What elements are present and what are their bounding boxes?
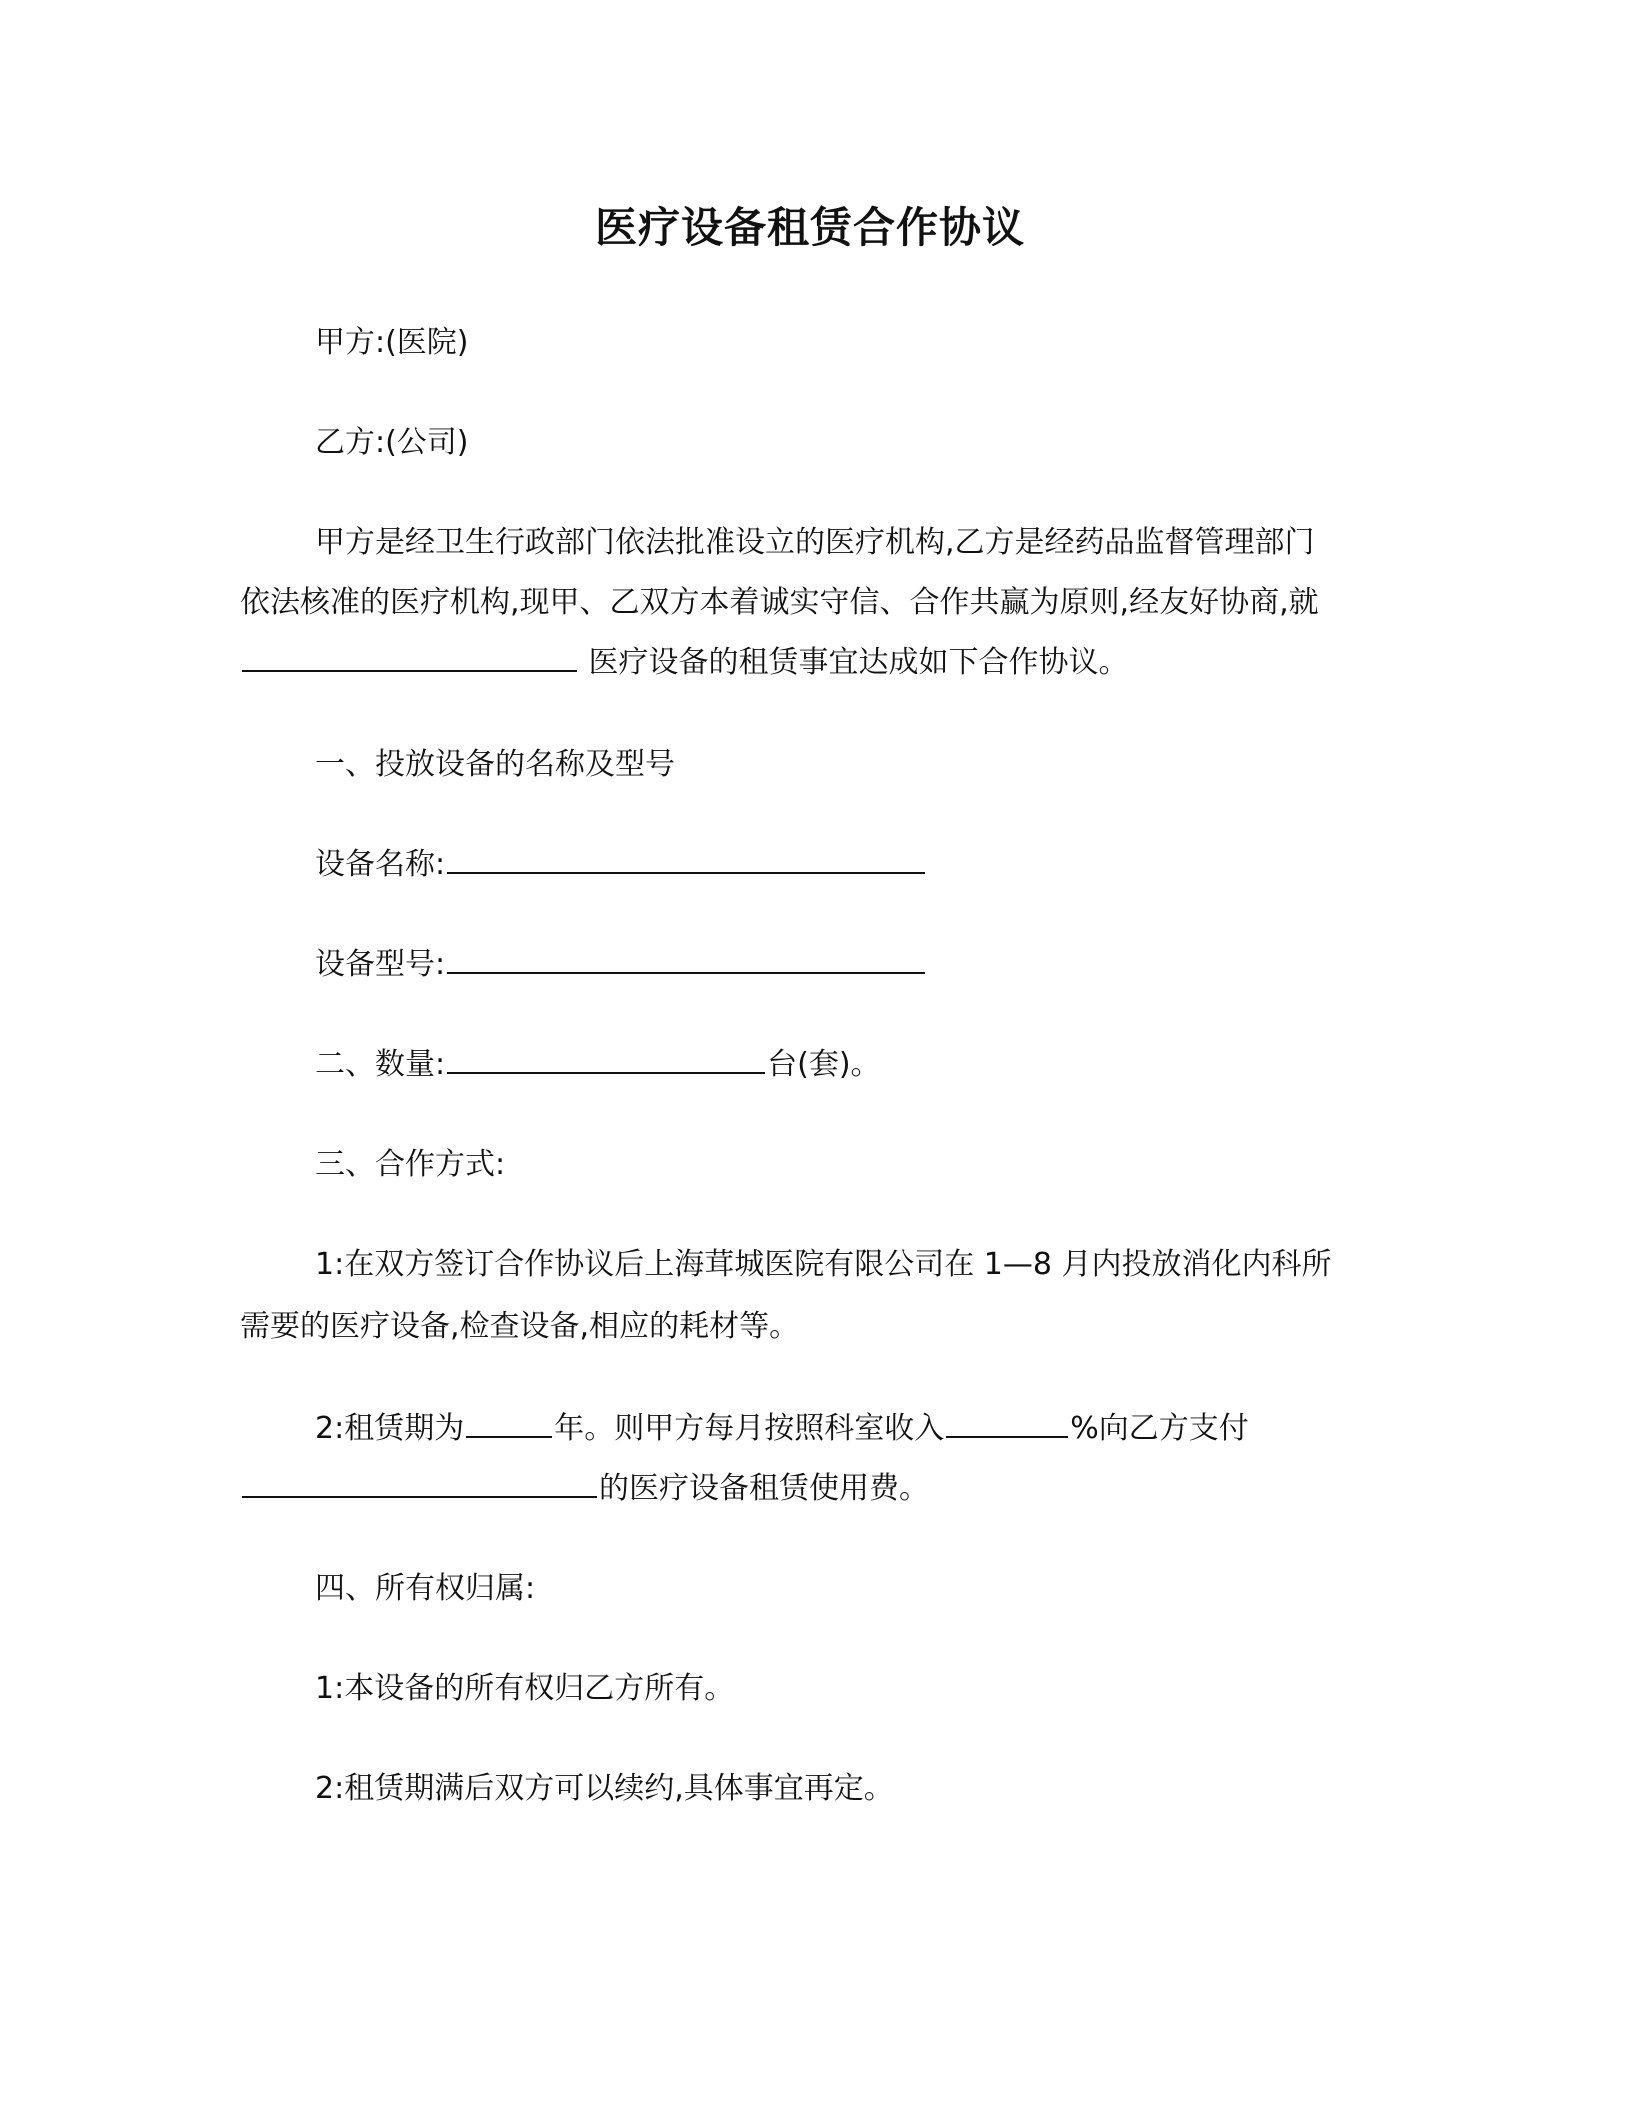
equipment-model-line xyxy=(315,947,927,982)
quantity-unit: 台(套)。 xyxy=(767,1047,881,1082)
quantity-line xyxy=(315,1047,881,1082)
section-1-heading: 一、投放设备的名称及型号 xyxy=(315,747,675,782)
intro-line-2: 依法核准的医疗机构,现甲、乙双方本着诚实守信、合作共赢为原则,经友好协商,就 xyxy=(240,585,1319,620)
equipment-name-label: 设备名称: xyxy=(315,847,446,882)
equipment-blank xyxy=(242,669,577,672)
equipment-name-line xyxy=(315,847,927,882)
section-3-item-2-line-1 xyxy=(315,1411,1249,1446)
section-4-item-1: 1:本设备的所有权归乙方所有。 xyxy=(315,1671,735,1706)
quantity-label: 二、数量: xyxy=(315,1047,446,1082)
intro-line-1: 甲方是经卫生行政部门依法批准设立的医疗机构,乙方是经药品监督管理部门 xyxy=(315,525,1315,560)
section-3-item-2-line-2 xyxy=(240,1471,929,1506)
lease-term-blank xyxy=(466,1435,552,1438)
section-3-heading: 三、合作方式: xyxy=(315,1147,506,1182)
equipment-name-blank xyxy=(447,871,925,874)
equipment-model-label: 设备型号: xyxy=(315,947,446,982)
section-4-item-2: 2:租赁期满后双方可以续约,具体事宜再定。 xyxy=(315,1771,894,1806)
rental-fee-text: 的医疗设备租赁使用费。 xyxy=(599,1471,929,1506)
section-4-heading: 四、所有权归属: xyxy=(315,1571,536,1606)
party-a-line: 甲方:(医院) xyxy=(315,325,469,360)
document-title: 医疗设备租赁合作协议 xyxy=(594,203,1025,252)
section-3-item-1-line-2: 需要的医疗设备,检查设备,相应的耗材等。 xyxy=(240,1309,800,1344)
quantity-blank xyxy=(447,1071,765,1074)
equipment-model-blank xyxy=(447,971,925,974)
revenue-share-text: 年。则甲方每月按照科室收入 xyxy=(554,1411,945,1446)
intro-line-3-text: 医疗设备的租赁事宜达成如下合作协议。 xyxy=(579,645,1129,680)
payment-blank xyxy=(242,1495,597,1498)
party-b-line: 乙方:(公司) xyxy=(315,425,469,460)
intro-line-3 xyxy=(240,645,1129,680)
lease-term-label: 2:租赁期为 xyxy=(315,1411,465,1446)
payment-text: %向乙方支付 xyxy=(1070,1411,1249,1446)
section-3-item-1-line-1: 1:在双方签订合作协议后上海茸城医院有限公司在 1—8 月内投放消化内科所 xyxy=(315,1247,1332,1282)
revenue-percent-blank xyxy=(946,1435,1068,1438)
